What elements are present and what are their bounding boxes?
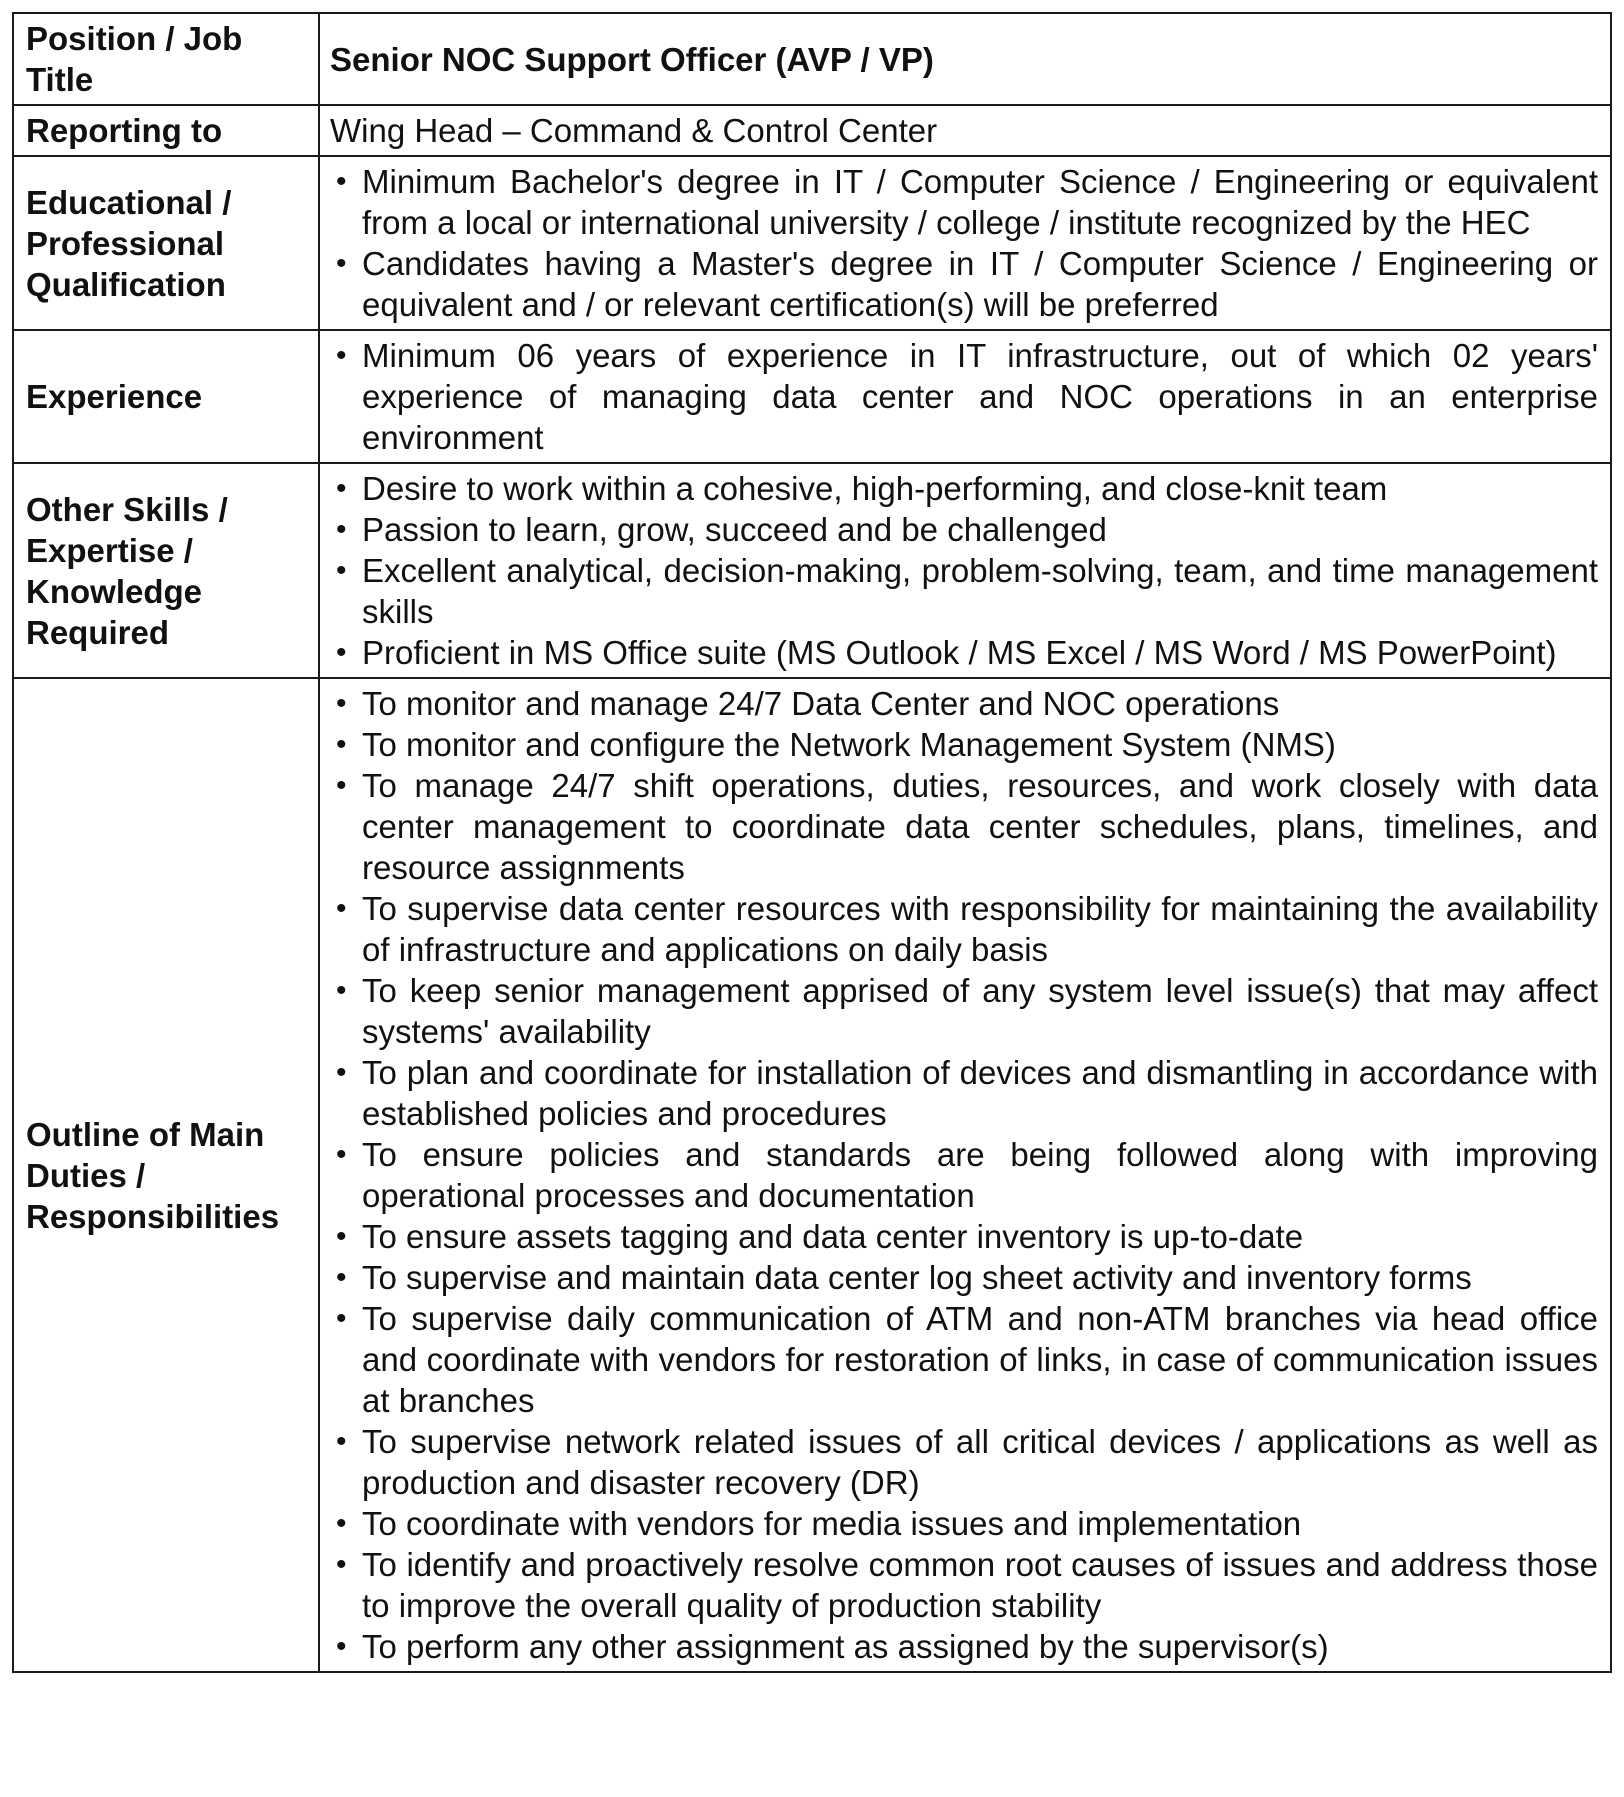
list-item-text: To ensure policies and standards are being followed along with improving operational processes and documentation	[362, 1136, 1598, 1214]
bullet-icon: •	[336, 636, 347, 669]
list-item	[330, 1052, 1598, 1134]
bullet-icon: •	[336, 1507, 347, 1540]
job-description-table	[12, 12, 1612, 1673]
label-experience: Experience	[13, 330, 319, 463]
list-item	[330, 724, 1598, 765]
label-duties: Outline of Main Duties / Responsibilities	[13, 678, 319, 1672]
bullet-icon: •	[336, 769, 347, 802]
list-item	[330, 765, 1598, 888]
list-item	[330, 970, 1598, 1052]
label-skills: Other Skills / Expertise / Knowledge Required	[13, 463, 319, 678]
bullet-icon: •	[336, 687, 347, 720]
value-skills	[319, 463, 1611, 678]
list-item-text: To monitor and manage 24/7 Data Center and NOC operations	[362, 685, 1280, 722]
list-item	[330, 1257, 1598, 1298]
list-item-text: Passion to learn, grow, succeed and be challenged	[362, 511, 1107, 548]
list-item	[330, 1503, 1598, 1544]
value-position: Senior NOC Support Officer (AVP / VP)	[319, 13, 1611, 105]
list-item	[330, 1421, 1598, 1503]
bullet-icon: •	[336, 472, 347, 505]
label-reporting: Reporting to	[13, 105, 319, 156]
job-description-document	[12, 12, 1612, 1673]
education-list	[330, 161, 1598, 325]
bullet-icon: •	[336, 892, 347, 925]
value-education	[319, 156, 1611, 330]
list-item-text: To identify and proactively resolve common root causes of issues and address those to improve the overall quality of production stability	[362, 1546, 1598, 1624]
bullet-icon: •	[336, 1056, 347, 1089]
duties-list	[330, 683, 1598, 1667]
list-item-text: To plan and coordinate for installation of devices and dismantling in accordance with established policies and procedures	[362, 1054, 1598, 1132]
bullet-icon: •	[336, 1261, 347, 1294]
value-duties	[319, 678, 1611, 1672]
list-item-text: Minimum 06 years of experience in IT infrastructure, out of which 02 years' experience of managing data center and NOC operations in an enterprise environment	[362, 337, 1598, 456]
bullet-icon: •	[336, 247, 347, 280]
row-position	[13, 13, 1611, 105]
value-reporting: Wing Head – Command & Control Center	[319, 105, 1611, 156]
row-experience	[13, 330, 1611, 463]
bullet-icon: •	[336, 554, 347, 587]
list-item	[330, 243, 1598, 325]
list-item	[330, 632, 1598, 673]
value-experience	[319, 330, 1611, 463]
list-item	[330, 161, 1598, 243]
list-item-text: To perform any other assignment as assigned by the supervisor(s)	[362, 1628, 1329, 1665]
list-item	[330, 1298, 1598, 1421]
bullet-icon: •	[336, 1548, 347, 1581]
list-item-text: Excellent analytical, decision-making, problem-solving, team, and time management skills	[362, 552, 1598, 630]
list-item-text: Minimum Bachelor's degree in IT / Computer Science / Engineering or equivalent from a local or international university / college / institute recognized by the HEC	[362, 163, 1598, 241]
row-skills	[13, 463, 1611, 678]
list-item-text: To manage 24/7 shift operations, duties, resources, and work closely with data center management to coordinate data center schedules, plans, timelines, and resource assignments	[362, 767, 1598, 886]
label-education: Educational / Professional Qualification	[13, 156, 319, 330]
label-position: Position / Job Title	[13, 13, 319, 105]
row-reporting	[13, 105, 1611, 156]
list-item	[330, 468, 1598, 509]
bullet-icon: •	[336, 339, 347, 372]
list-item-text: To coordinate with vendors for media issues and implementation	[362, 1505, 1302, 1542]
bullet-icon: •	[336, 165, 347, 198]
list-item-text: To supervise data center resources with responsibility for maintaining the availability of infrastructure and applications on daily basis	[362, 890, 1598, 968]
experience-list	[330, 335, 1598, 458]
row-education	[13, 156, 1611, 330]
list-item	[330, 683, 1598, 724]
list-item	[330, 509, 1598, 550]
bullet-icon: •	[336, 1220, 347, 1253]
list-item-text: Desire to work within a cohesive, high-performing, and close-knit team	[362, 470, 1388, 507]
list-item-text: Proficient in MS Office suite (MS Outlook / MS Excel / MS Word / MS PowerPoint)	[362, 634, 1557, 671]
bullet-icon: •	[336, 974, 347, 1007]
list-item	[330, 550, 1598, 632]
list-item	[330, 335, 1598, 458]
list-item-text: To monitor and configure the Network Management System (NMS)	[362, 726, 1336, 763]
skills-list	[330, 468, 1598, 673]
bullet-icon: •	[336, 1425, 347, 1458]
bullet-icon: •	[336, 1138, 347, 1171]
list-item-text: To supervise and maintain data center log sheet activity and inventory forms	[362, 1259, 1472, 1296]
list-item-text: To supervise daily communication of ATM and non-ATM branches via head office and coordinate with vendors for restoration of links, in case of communication issues at branches	[362, 1300, 1598, 1419]
list-item	[330, 1626, 1598, 1667]
bullet-icon: •	[336, 1630, 347, 1663]
bullet-icon: •	[336, 728, 347, 761]
list-item-text: To ensure assets tagging and data center inventory is up-to-date	[362, 1218, 1304, 1255]
row-duties	[13, 678, 1611, 1672]
list-item-text: To supervise network related issues of all critical devices / applications as well as production and disaster recovery (DR)	[362, 1423, 1598, 1501]
list-item	[330, 888, 1598, 970]
list-item	[330, 1134, 1598, 1216]
list-item-text: Candidates having a Master's degree in IT / Computer Science / Engineering or equivalent and / or relevant certification(s) will be preferred	[362, 245, 1598, 323]
list-item	[330, 1544, 1598, 1626]
bullet-icon: •	[336, 513, 347, 546]
list-item	[330, 1216, 1598, 1257]
bullet-icon: •	[336, 1302, 347, 1335]
list-item-text: To keep senior management apprised of any system level issue(s) that may affect systems' availability	[362, 972, 1598, 1050]
